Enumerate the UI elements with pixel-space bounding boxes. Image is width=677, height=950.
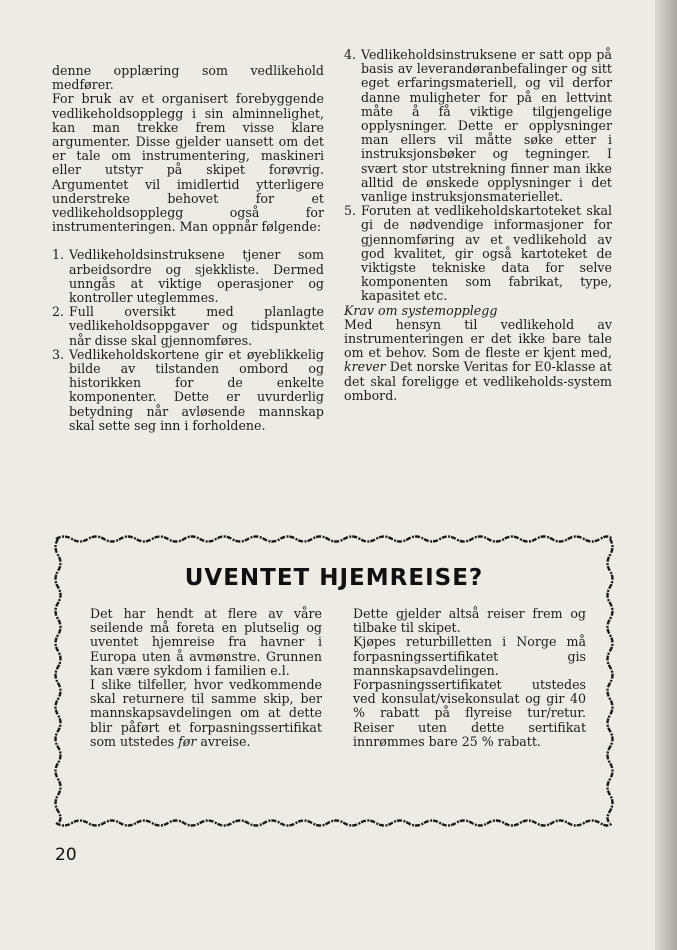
paragraph: For bruk av et organisert forebyggende vedlikeholdsopplegg i sin alminnelighet, kan man trekke frem visse klare argumenter. Disse gjelder uansett om det er tale om instrumentering, maskineri eller utstyr på skipet forøvrig. Argumentet vil imidlertid ytterligere understreke behovet for et vedlikeholdsopplegg også for instrumenteringen. Man oppnår følgende: — [52, 91, 324, 235]
left-column — [52, 64, 324, 433]
list-item — [344, 48, 612, 204]
paragraph — [344, 318, 612, 403]
list-text: Vedlikeholdsinstruksene er satt opp på basis av leverandøranbefalinger og sitt eget erfaringsmateriell, og vil derfor danne muligheter for på en lettvint måte å få viktige tilgjengelige opplysninger. Dette er opplysninger man ellers vil måtte søke etter i instruksjonsbøker og tegninger. I svært stor utstrekning finner man ikke alltid de ønskede opplysninger i det vanlige instruksjonsmateriellet. — [361, 47, 612, 205]
paragraph: denne opplæring som vedlikehold medfører. — [52, 63, 324, 93]
section-subheading: Krav om systemopplegg — [344, 302, 498, 318]
list-text: Foruten at vedlikeholdskartoteket skal gi de nødvendige informasjoner for gjennomføring av et vedlikehold av god kvalitet, gir også kartoteket de viktigste tekniske data for selve komponenten som fabrikat, type, kapasitet etc. — [361, 203, 612, 304]
list-number: 4. — [344, 47, 357, 62]
paragraph: Kjøpes returbilletten i Norge må forpasningssertifikatet gis mannskapsavdelingen. Forpasningssertifikatet utstedes ved konsulat/visekonsulat og gir 40 % rabatt på flyreise tur/retur. Reiser uten dette sertifikat innrømmes bare 25 % rabatt. — [353, 634, 586, 749]
list-text: Vedlikeholdsinstruksene tjener som arbeidsordre og sjekkliste. Dermed unngås at viktige operasjoner og kontroller uteglemmes. — [69, 247, 324, 306]
page-edge — [655, 0, 677, 950]
list-number: 5. — [344, 203, 357, 219]
list-text: Full oversikt med planlagte vedlikeholdsoppgaver og tidspunktet når disse skal gjennomføres. — [69, 304, 324, 348]
paragraph: Det har hendt at flere av våre seilende må foreta en plutselig og uventet hjemreise fra havner i Europa uten å avmønstre. Grunnen kan være sykdom i familien e.l. — [90, 606, 322, 678]
right-column — [344, 48, 612, 403]
list-number: 2. — [52, 304, 65, 320]
notice-box — [52, 533, 616, 829]
text-run: I slike tilfeller, hvor vedkommende skal returnere til samme skip, ber mannskapsavdelingen om at dette blir påført et forpasningssertifikat som utstedes — [90, 677, 322, 749]
list-item — [344, 204, 612, 303]
list-number: 1. — [52, 247, 65, 263]
emphasis-text: før — [178, 733, 197, 749]
notice-left-column — [90, 607, 322, 749]
text-run: Det norske Veritas for E0-klasse at det skal foreligge et vedlikeholds-system ombord. — [344, 359, 612, 403]
paragraph: Dette gjelder altså reiser frem og tilbake til skipet. — [353, 606, 586, 636]
list-number: 3. — [52, 346, 65, 362]
numbered-list — [344, 48, 612, 304]
list-item — [52, 348, 324, 433]
notice-right-column — [353, 607, 586, 749]
text-run: avreise. — [200, 733, 251, 749]
page-number: 20 — [55, 845, 77, 865]
notice-title: UVENTET HJEMREISE? — [184, 565, 484, 591]
list-item — [52, 305, 324, 348]
numbered-list — [52, 248, 324, 433]
emphasis-text: krever — [344, 359, 386, 375]
text-run: Med hensyn til vedlikehold av instrumenteringen er det ikke bare tale om et behov. Som de fleste er kjent med, — [344, 316, 612, 361]
list-text: Vedlikeholdskortene gir et øyeblikkelig bilde av tilstanden ombord og historikken for de enkelte komponenter. Dette er uvurderlig betydning når avløsende mannskap skal sette seg inn i forholdene. — [69, 346, 324, 433]
paragraph — [90, 678, 322, 749]
list-item — [52, 248, 324, 305]
